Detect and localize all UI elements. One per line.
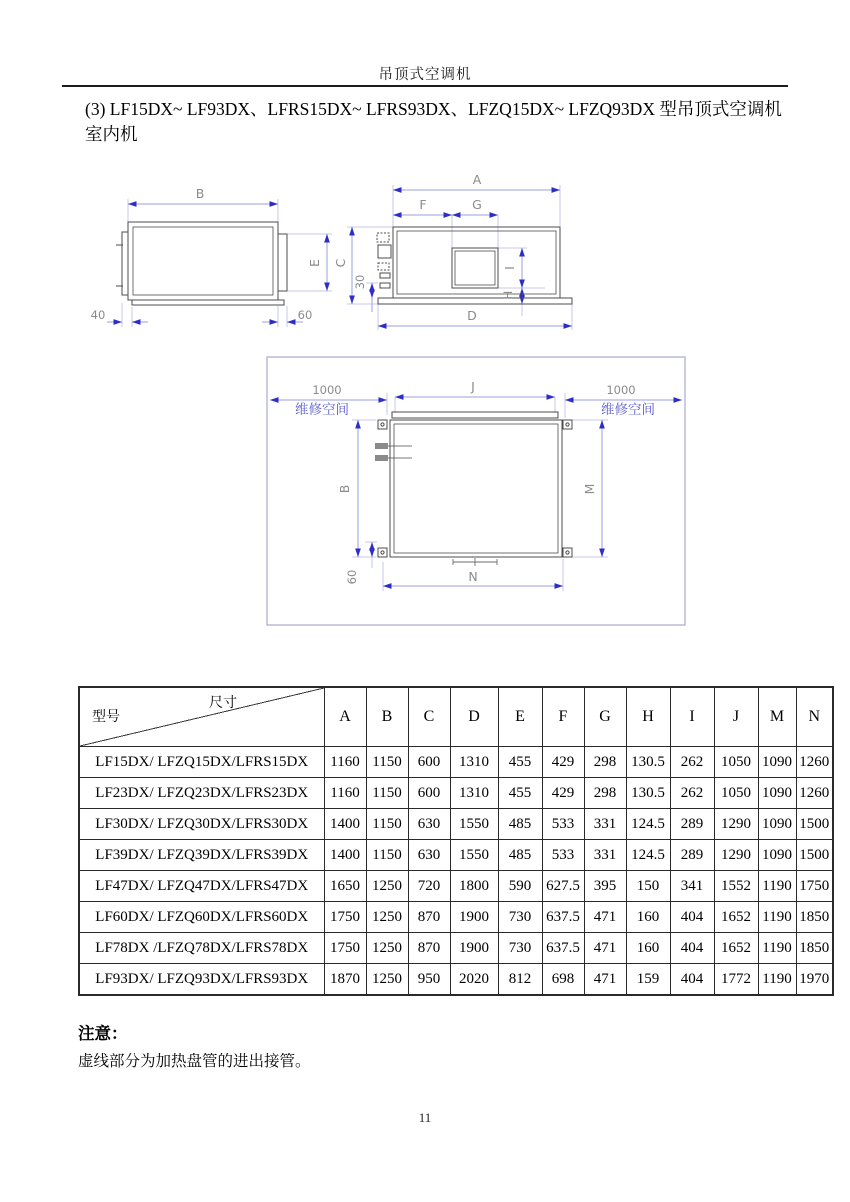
dimension-table bbox=[78, 686, 834, 996]
model-cell: LF39DX/ LFZQ39DX/LFRS39DX bbox=[79, 840, 324, 871]
column-header-M: M bbox=[758, 687, 796, 747]
value-cell: 298 bbox=[584, 778, 626, 809]
front-view-dim-d-label: D bbox=[467, 308, 477, 323]
drain-detail bbox=[453, 558, 497, 566]
value-cell: 870 bbox=[408, 933, 450, 964]
corner-label-model: 型号 bbox=[92, 710, 120, 725]
value-cell: 1310 bbox=[450, 778, 498, 809]
value-cell: 1250 bbox=[366, 902, 408, 933]
value-cell: 1150 bbox=[366, 747, 408, 778]
value-cell: 1800 bbox=[450, 871, 498, 902]
mounting-brackets bbox=[378, 420, 572, 557]
value-cell: 1850 bbox=[796, 933, 833, 964]
value-cell: 1900 bbox=[450, 902, 498, 933]
pipe-stub bbox=[380, 273, 390, 278]
value-cell: 1050 bbox=[714, 778, 758, 809]
value-cell: 262 bbox=[670, 747, 714, 778]
value-cell: 1150 bbox=[366, 809, 408, 840]
value-cell: 1850 bbox=[796, 902, 833, 933]
value-cell: 395 bbox=[584, 871, 626, 902]
value-cell: 429 bbox=[542, 747, 584, 778]
value-cell: 404 bbox=[670, 902, 714, 933]
front-view-dim-30-label: 30 bbox=[353, 274, 367, 290]
value-cell: 1290 bbox=[714, 809, 758, 840]
plan-view-drawing bbox=[267, 357, 685, 625]
column-header-F: F bbox=[542, 687, 584, 747]
model-cell: LF47DX/ LFZQ47DX/LFRS47DX bbox=[79, 871, 324, 902]
value-cell: 870 bbox=[408, 902, 450, 933]
value-cell: 1970 bbox=[796, 964, 833, 996]
table-header-row bbox=[79, 687, 833, 747]
model-cell: LF30DX/ LFZQ30DX/LFRS30DX bbox=[79, 809, 324, 840]
pipe-stub bbox=[380, 283, 390, 288]
value-cell: 720 bbox=[408, 871, 450, 902]
value-cell: 160 bbox=[626, 902, 670, 933]
value-cell: 812 bbox=[498, 964, 542, 996]
table-row bbox=[79, 902, 833, 933]
model-cell: LF60DX/ LFZQ60DX/LFRS60DX bbox=[79, 902, 324, 933]
value-cell: 600 bbox=[408, 778, 450, 809]
side-view-dim-40-label: 40 bbox=[90, 308, 106, 322]
column-header-D: D bbox=[450, 687, 498, 747]
table-row bbox=[79, 871, 833, 902]
service-space-right-label: 维修空间 bbox=[601, 402, 655, 418]
value-cell: 1550 bbox=[450, 840, 498, 871]
side-view-drawing bbox=[91, 186, 332, 327]
value-cell: 331 bbox=[584, 840, 626, 871]
value-cell: 124.5 bbox=[626, 840, 670, 871]
value-cell: 404 bbox=[670, 964, 714, 996]
side-view-right-flange bbox=[278, 234, 287, 291]
value-cell: 130.5 bbox=[626, 778, 670, 809]
value-cell: 1400 bbox=[324, 809, 366, 840]
value-cell: 730 bbox=[498, 933, 542, 964]
value-cell: 600 bbox=[408, 747, 450, 778]
value-cell: 1150 bbox=[366, 778, 408, 809]
side-view-bottom-plate bbox=[132, 300, 284, 305]
column-header-B: B bbox=[366, 687, 408, 747]
column-header-G: G bbox=[584, 687, 626, 747]
value-cell: 455 bbox=[498, 747, 542, 778]
page-number: 11 bbox=[418, 1110, 432, 1125]
value-cell: 730 bbox=[498, 902, 542, 933]
plan-view-dim-b-label: B bbox=[337, 484, 352, 494]
table-row bbox=[79, 747, 833, 778]
column-header-J: J bbox=[714, 687, 758, 747]
table-row bbox=[79, 933, 833, 964]
value-cell: 1260 bbox=[796, 778, 833, 809]
column-header-I: I bbox=[670, 687, 714, 747]
model-cell: LF15DX/ LFZQ15DX/LFRS15DX bbox=[79, 747, 324, 778]
corner-label-size: 尺寸 bbox=[209, 696, 238, 711]
value-cell: 1750 bbox=[324, 902, 366, 933]
front-view-dim-a-label: A bbox=[472, 172, 482, 187]
front-view-dim-c-label: C bbox=[333, 258, 348, 268]
plan-view-pipe-stubs bbox=[375, 443, 412, 461]
front-view-bottom-plate bbox=[378, 298, 572, 304]
value-cell: 262 bbox=[670, 778, 714, 809]
column-header-E: E bbox=[498, 687, 542, 747]
plan-view-dim-60-label: 60 bbox=[345, 569, 359, 585]
value-cell: 1500 bbox=[796, 809, 833, 840]
plan-view-dim-1000-right-label: 1000 bbox=[606, 383, 636, 397]
value-cell: 1750 bbox=[324, 933, 366, 964]
table-row bbox=[79, 840, 833, 871]
plan-view-unit-body bbox=[375, 412, 572, 566]
value-cell: 1772 bbox=[714, 964, 758, 996]
page-header-title: 吊顶式空调机 bbox=[378, 67, 472, 83]
value-cell: 1260 bbox=[796, 747, 833, 778]
section-heading-line1: (3) LF15DX~ LF93DX、LFRS15DX~ LFRS93DX、LFZQ15DX~ LFZQ93DX 型吊顶式空调机 bbox=[85, 99, 782, 119]
value-cell: 1090 bbox=[758, 747, 796, 778]
value-cell: 341 bbox=[670, 871, 714, 902]
value-cell: 627.5 bbox=[542, 871, 584, 902]
service-space-left-label: 维修空间 bbox=[295, 402, 349, 418]
value-cell: 1190 bbox=[758, 933, 796, 964]
column-header-A: A bbox=[324, 687, 366, 747]
column-header-H: H bbox=[626, 687, 670, 747]
value-cell: 630 bbox=[408, 840, 450, 871]
value-cell: 289 bbox=[670, 809, 714, 840]
value-cell: 698 bbox=[542, 964, 584, 996]
value-cell: 1500 bbox=[796, 840, 833, 871]
value-cell: 950 bbox=[408, 964, 450, 996]
front-view-dim-h-label: H bbox=[501, 290, 515, 300]
value-cell: 150 bbox=[626, 871, 670, 902]
value-cell: 1650 bbox=[324, 871, 366, 902]
table-row bbox=[79, 778, 833, 809]
column-header-N: N bbox=[796, 687, 833, 747]
value-cell: 1190 bbox=[758, 871, 796, 902]
value-cell: 590 bbox=[498, 871, 542, 902]
note-body: 虚线部分为加热盘管的进出接管。 bbox=[78, 1053, 311, 1070]
value-cell: 2020 bbox=[450, 964, 498, 996]
plan-view-dim-j-label: J bbox=[471, 379, 475, 394]
heating-pipe-stub-dashed bbox=[378, 263, 389, 270]
value-cell: 1250 bbox=[366, 964, 408, 996]
side-view-dim-60-label: 60 bbox=[297, 308, 313, 322]
pipe-stub bbox=[378, 245, 391, 258]
value-cell: 1400 bbox=[324, 840, 366, 871]
value-cell: 1090 bbox=[758, 778, 796, 809]
plan-view-dim-n-label: N bbox=[468, 569, 478, 584]
value-cell: 331 bbox=[584, 809, 626, 840]
model-cell: LF78DX /LFZQ78DX/LFRS78DX bbox=[79, 933, 324, 964]
note-block bbox=[78, 1020, 311, 1071]
heating-pipe-stub-dashed bbox=[377, 233, 389, 242]
plan-view-dim-m-label: M bbox=[582, 483, 597, 495]
front-view-drawing bbox=[333, 172, 572, 330]
value-cell: 289 bbox=[670, 840, 714, 871]
column-header-C: C bbox=[408, 687, 450, 747]
value-cell: 1310 bbox=[450, 747, 498, 778]
value-cell: 1750 bbox=[796, 871, 833, 902]
front-view-electric-box bbox=[452, 248, 498, 288]
value-cell: 1552 bbox=[714, 871, 758, 902]
value-cell: 1870 bbox=[324, 964, 366, 996]
value-cell: 533 bbox=[542, 840, 584, 871]
value-cell: 1190 bbox=[758, 964, 796, 996]
value-cell: 1190 bbox=[758, 902, 796, 933]
side-view-dim-e-label: E bbox=[307, 259, 322, 267]
value-cell: 298 bbox=[584, 747, 626, 778]
value-cell: 159 bbox=[626, 964, 670, 996]
value-cell: 1050 bbox=[714, 747, 758, 778]
value-cell: 1250 bbox=[366, 933, 408, 964]
side-view-unit-body bbox=[116, 222, 287, 305]
value-cell: 130.5 bbox=[626, 747, 670, 778]
value-cell: 471 bbox=[584, 902, 626, 933]
value-cell: 485 bbox=[498, 840, 542, 871]
table-corner-cell bbox=[79, 687, 324, 747]
value-cell: 1290 bbox=[714, 840, 758, 871]
value-cell: 1150 bbox=[366, 840, 408, 871]
plan-view-top-flange bbox=[392, 412, 558, 418]
value-cell: 124.5 bbox=[626, 809, 670, 840]
note-title: 注意： bbox=[78, 1024, 128, 1043]
value-cell: 471 bbox=[584, 933, 626, 964]
value-cell: 485 bbox=[498, 809, 542, 840]
value-cell: 637.5 bbox=[542, 933, 584, 964]
value-cell: 533 bbox=[542, 809, 584, 840]
value-cell: 630 bbox=[408, 809, 450, 840]
value-cell: 160 bbox=[626, 933, 670, 964]
value-cell: 1652 bbox=[714, 933, 758, 964]
value-cell: 455 bbox=[498, 778, 542, 809]
table-row bbox=[79, 964, 833, 996]
value-cell: 1652 bbox=[714, 902, 758, 933]
value-cell: 1250 bbox=[366, 871, 408, 902]
value-cell: 1160 bbox=[324, 778, 366, 809]
value-cell: 1550 bbox=[450, 809, 498, 840]
value-cell: 1090 bbox=[758, 809, 796, 840]
front-view-unit-body bbox=[377, 227, 572, 304]
value-cell: 1160 bbox=[324, 747, 366, 778]
table-row bbox=[79, 809, 833, 840]
model-cell: LF23DX/ LFZQ23DX/LFRS23DX bbox=[79, 778, 324, 809]
side-view-dim-b-label: B bbox=[195, 186, 205, 201]
value-cell: 429 bbox=[542, 778, 584, 809]
front-view-dim-i-label: I bbox=[502, 266, 517, 270]
front-view-dim-g-label: G bbox=[472, 197, 482, 212]
value-cell: 471 bbox=[584, 964, 626, 996]
value-cell: 1900 bbox=[450, 933, 498, 964]
value-cell: 404 bbox=[670, 933, 714, 964]
value-cell: 1090 bbox=[758, 840, 796, 871]
front-view-dim-f-label: F bbox=[419, 197, 427, 212]
section-heading-line2: 室内机 bbox=[85, 124, 138, 144]
plan-view-dim-1000-left-label: 1000 bbox=[312, 383, 342, 397]
model-cell: LF93DX/ LFZQ93DX/LFRS93DX bbox=[79, 964, 324, 996]
value-cell: 637.5 bbox=[542, 902, 584, 933]
